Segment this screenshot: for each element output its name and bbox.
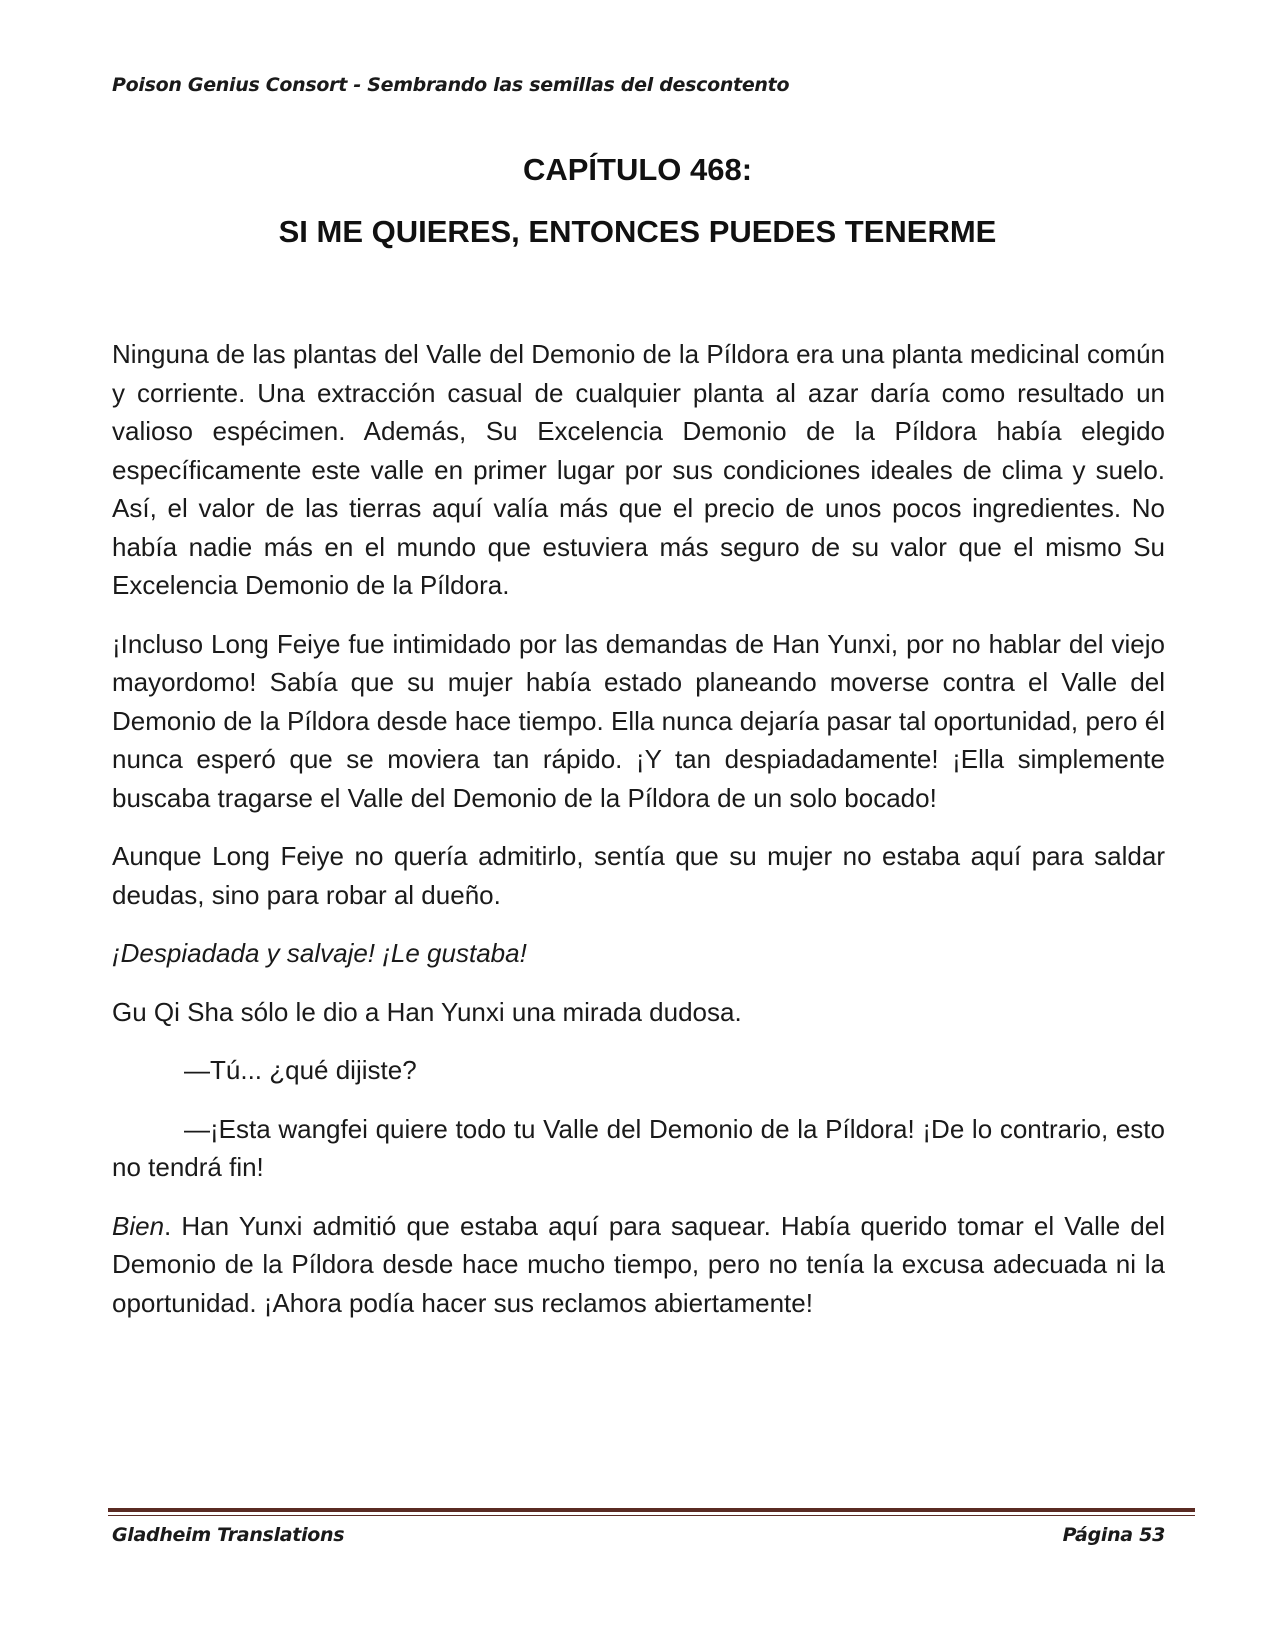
chapter-number: CAPÍTULO 468: (522, 152, 753, 187)
footer-rule (108, 1508, 1195, 1517)
paragraph-8-text: . Han Yunxi admitió que estaba aquí para saquear. Había querido tomar el Valle del Demonio de la Píldora desde hace mucho tiempo, pero no tenía la excusa adecuada ni la oportunidad. ¡Ahora podía hacer sus reclamos abiertamente! (112, 1210, 1165, 1318)
footer-translator: Gladheim Translations (112, 1524, 345, 1546)
running-header: Poison Genius Consort - Sembrando las semillas del descontento (112, 74, 790, 96)
paragraph-8 (112, 1207, 1165, 1323)
paragraph-7-dialogue: —¡Esta wangfei quiere todo tu Valle del Demonio de la Píldora! ¡De lo contrario, esto no tendrá fin! (112, 1113, 1165, 1182)
paragraph-5: Gu Qi Sha sólo le dio a Han Yunxi una mirada dudosa. (112, 996, 742, 1027)
chapter-title: SI ME QUIERES, ENTONCES PUEDES TENERME (278, 214, 997, 249)
footer-rule-thick (108, 1508, 1195, 1512)
paragraph-2: ¡Incluso Long Feiye fue intimidado por las demandas de Han Yunxi, por no hablar del viejo mayordomo! Sabía que su mujer había estado planeando moverse contra el Valle del Demonio de la Píldora desde hace tiempo. Ella nunca dejaría pasar tal oportunidad, pero él nunca esperó que se moviera tan rápido. ¡Y tan despiadadamente! ¡Ella simplemente buscaba tragarse el Valle del Demonio de la Píldora de un solo bocado! (112, 628, 1165, 813)
paragraph-4: ¡Despiadada y salvaje! ¡Le gustaba! (112, 938, 527, 968)
footer-page-number: Página 53 (1062, 1524, 1165, 1546)
paragraph-3: Aunque Long Feiye no quería admitirlo, sentía que su mujer no estaba aquí para saldar deudas, sino para robar al dueño. (112, 841, 1165, 910)
paragraph-6-dialogue: —Tú... ¿qué dijiste? (184, 1055, 417, 1085)
paragraph-8-emphasis: Bien (112, 1210, 165, 1241)
paragraph-1: Ninguna de las plantas del Valle del Demonio de la Píldora era una planta medicinal común y corriente. Una extracción casual de cualquier planta al azar daría como resultado un valioso espécimen. Además, Su Excelencia Demonio de la Píldora había elegido específicamente este valle en primer lugar por sus condiciones ideales de clima y suelo. Así, el valor de las tierras aquí valía más que el precio de unos pocos ingredientes. No había nadie más en el mundo que estuviera más seguro de su valor que el mismo Su Excelencia Demonio de la Píldora. (112, 339, 1165, 600)
body-text (112, 335, 1165, 1342)
footer-rule-thin (108, 1515, 1195, 1516)
